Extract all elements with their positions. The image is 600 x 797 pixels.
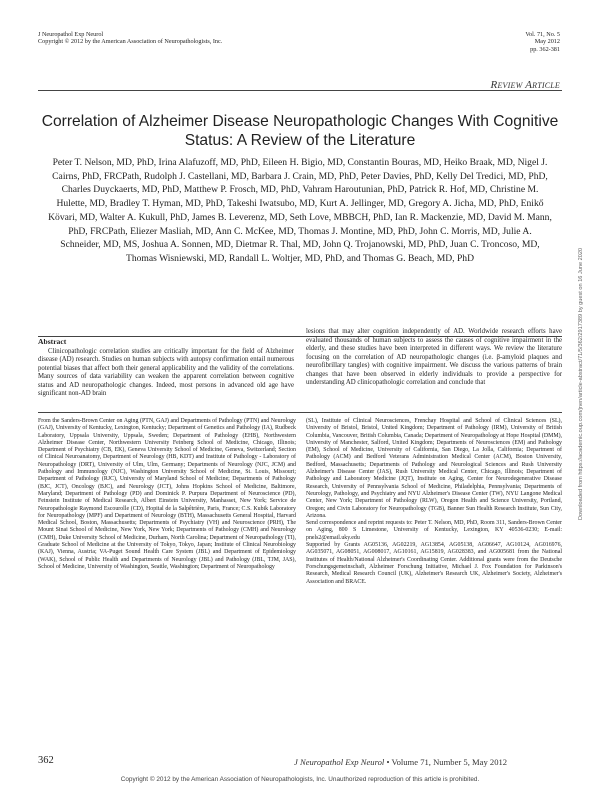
header-copyright: Copyright © 2012 by the American Association of Neuropathologists, Inc. [38, 38, 223, 46]
article-type-label: Review Article [490, 79, 560, 91]
download-watermark: Downloaded from https://academic.oup.com/jnen/article-abstract/71/5/362/2917389 by guest on 16 June 2020 [578, 247, 584, 520]
correspondence-note: Send correspondence and reprint requests to: Peter T. Nelson, MD, PhD, Room 311, Sanders-Brown Center on Aging, 800 S Limestone, University of Kentucky, Lexington, KY 40536-0230; E-mail: pnels2@email.uky.edu [306, 520, 562, 541]
page-number: 362 [38, 755, 54, 766]
affiliations-right [306, 418, 562, 586]
abstract-column-left [38, 338, 294, 399]
article-title: Correlation of Alzheimer Disease Neuropathologic Changes With Cognitive Status: A Review of the Literature [41, 113, 559, 149]
footer-journal-name: J Neuropathol Exp Neurol [294, 757, 385, 767]
author-list: Peter T. Nelson, MD, PhD, Irina Alafuzoff, MD, PhD, Eileen H. Bigio, MD, Constantin Bouras, MD, Heiko Braak, MD, Nigel J. Cairns, PhD, FRCPath, Rudolph J. Castellani, MD, Barbara J. Crain, MD, PhD, Peter Davies, PhD, Kelly Del Tredici, MD, PhD, Charles Duyckaerts, MD, PhD, Matthew P. Frosch, MD, PhD, Vahram Haroutunian, PhD, Patrick R. Hof, MD, Christine M. Hulette, MD, Bradley T. Hyman, MD, PhD, Takeshi Iwatsubo, MD, Kurt A. Jellinger, MD, Gregory A. Jicha, MD, PhD, Enikő Kövari, MD, Walter A. Kukull, PhD, James B. Leverenz, MD, Seth Love, MBBCH, PhD, Ian R. Mackenzie, MD, David M. Mann, PhD, FRCPath, Eliezer Masliah, MD, Ann C. McKee, MD, Thomas J. Montine, MD, PhD, John C. Morris, MD, Julie A. Schneider, MD, MS, Joshua A. Sonnen, MD, Dietmar R. Thal, MD, John Q. Trojanowski, MD, PhD, Juan C. Troncoso, MD, Thomas Wisniewski, MD, Randall L. Woltjer, MD, PhD, and Thomas G. Beach, MD, PhD [48, 157, 552, 264]
abstract-text-left: Clinicopathologic correlation studies are critically important for the field of Alzheimer disease (AD) research. Studies on human subjects with autopsy confirmation entail numerous potential biases that affect both their general applicability and the validity of the correlations. Many sources of data variability can weaken the apparent correlation between cognitive status and AD neuropathologic changes. Indeed, most persons in advanced old age have significant non-AD brain [38, 347, 294, 397]
affiliations-left [38, 418, 296, 571]
header-rule [38, 90, 562, 91]
affiliation-text-continued: (SL), Institute of Clinical Neurosciences, Frenchay Hospital and School of Clinical Sciences (SL), University of Bristol, Bristol, United Kingdom; Department of Pathology (IRM), University of British Columbia, Vancouver, British Columbia, Canada; Department of Neuropathology at Hope Hospital (DMM), University of Manchester, Salford, United Kingdom; Departments of Neurosciences (EM) and Pathology (EM), School of Medicine, University of California, San Diego, La Jolla, California; Department of Pathology (ACM) and Bedford Veterans Administration Medical Center (ACM), Boston University, Bedford, Massachusetts; Departments of Pathology and Neurological Sciences and Rush University Alzheimer's Disease Center (JAS), Rush University Medical Center, Chicago, Illinois; Department of Pathology and Laboratory Medicine (JQT), Institute on Aging, Center for Neurodegenerative Disease Research, University of Pennsylvania School of Medicine, Philadelphia, Pennsylvania; Departments of Neurology, Pathology, and Psychiatry and NYU Alzheimer's Disease Center (TW), NYU Langone Medical Center, New York; Department of Pathology (RLW), Oregon Health and Science University, Portland, Oregon; and Civin Laboratory for Neuropathology (TGB), Banner Sun Health Research Institute, Sun City, Arizona. [306, 418, 562, 519]
issue-date: May 2012 [534, 38, 560, 46]
page-range: pp. 362-381 [530, 45, 560, 53]
running-header-right [525, 31, 560, 53]
footer-journal [294, 757, 507, 767]
abstract-column-right [306, 328, 562, 388]
footer-volume-info: • Volume 71, Number 5, May 2012 [386, 757, 508, 767]
abstract-heading: Abstract [38, 337, 67, 346]
footer-copyright: Copyright © 2012 by the American Association of Neuropathologists, Inc. Unauthorized reproduction of this article is prohibited. [120, 776, 480, 783]
affiliation-text: From the Sanders-Brown Center on Aging (PTN, GAJ) and Departments of Pathology (PTN) and Neurology (GAJ), University of Kentucky, Lexington, Kentucky; Department of Genetics and Pathology (IA), Rudbeck Laboratory, Uppsala University, Uppsala, Sweden; Department of Pathology (EHB), Northwestern Alzheimer Disease Center, Northwestern University Feinberg School of Medicine, Chicago, Illinois; Department of Psychiatry (CB, EK), Geneva University School of Medicine, Geneva, Switzerland; Section of Clinical Neuroanatomy, Department of Neurology (HB, KDT) and Institute of Pathology - Laboratory of Neuropathology (DRT), University of Ulm, Ulm, Germany; Departments of Neurology (NJC, JCM) and Pathology and Immunology (NJC), Washington University School of Medicine, St. Louis, Missouri; Department of Pathology (RJC), University of Maryland School of Medicine; Departments of Pathology (BJC, JCT), Oncology (BJC), and Neurology (JCT), Johns Hopkins School of Medicine, Baltimore, Maryland; Department of Pathology (PD) and Dominick P. Purpura Department of Neuroscience (PD), Feinstein Institute of Medical Research, Albert Einstein University, Manhasset, New York; Service de Neuropathologie Raymond Escourolle (CD), Hopital de la Salpêtrière, Paris, France; C.S. Kubik Laboratory for Neuropathology (MPF) and Department of Neurology (BTH), Massachusetts General Hospital, Harvard Medical School, Boston, Massachusetts; Departments of Psychiatry (VH) and Neuroscience (PRH), The Mount Sinai School of Medicine, New York, New York; Departments of Pathology (CMH) and Neurology (CMH), Duke University School of Medicine, Durham, North Carolina; Department of Neuropathology (TI), Graduate School of Medicine at the University of Tokyo, Tokyo, Japan; Institute of Clinical Neurobiology (KAJ), Vienna, Austria; VA-Puget Sound Health Care System (JBL) and Department of Epidemiology (WAK), School of Public Health and Departments of Neurology (JBL) and Pathology (JBL, TJM, JAS), School of Medicine, University of Washington, Seattle, Washington; Department of Neuropathology [38, 418, 296, 570]
running-header-left [38, 31, 222, 46]
journal-name: J Neuropathol Exp Neurol [38, 31, 104, 38]
abstract-text-right: lesions that may alter cognition independently of AD. Worldwide research efforts have evaluated thousands of human subjects to assess the causes of cognitive impairment in the elderly, and these studies have been interpreted in different ways. We review the literature focusing on the correlation of AD neuropathologic changes (i.e. β-amyloid plaques and neurofibrillary tangles) with cognitive impairment. We discuss the various patterns of brain changes that have been observed in elderly individuals to provide a perspective for understanding AD clinicopathologic correlation and conclude that [306, 328, 562, 386]
volume-issue: Vol. 71, No. 5 [525, 31, 560, 38]
funding-note: Supported by Grants AG05136, AG02219, AG13854, AG05138, AG06647, AG10124, AG016976, AG035071, AG08051, AG008017, AG10161, AG15819, AG028383, and AG005681 from the National Institutes of Health/National Alzheimer's Coordinating Center. Additional grants were from the Deutsche Forschungsgemeinschaft, Alzheimer Forschung Initiative, Michael J. Fox Foundation for Parkinson's Research, Medical Research Council (UK), Alzheimer's Research UK, Alzheimer's Society, Alzheimer's Association and BRACE. [306, 542, 562, 585]
